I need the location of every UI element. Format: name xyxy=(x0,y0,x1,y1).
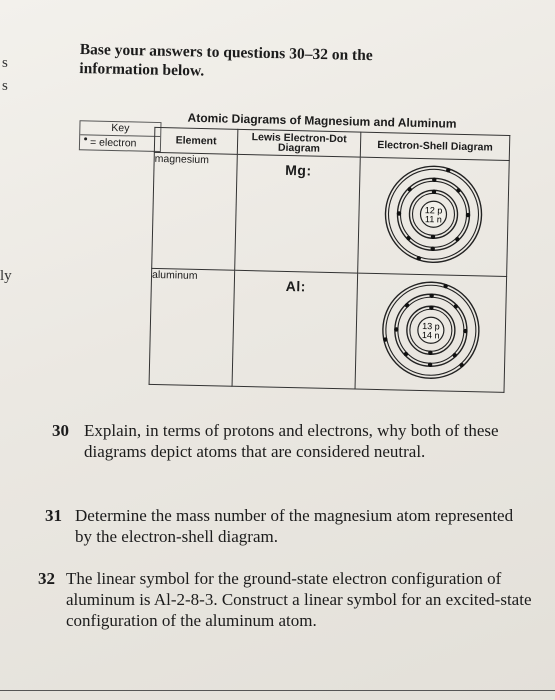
electron-dot-icon xyxy=(84,137,87,140)
nucleus-neutrons: 14 n xyxy=(421,330,440,341)
margin-mark: ly xyxy=(0,268,12,284)
question-text: Determine the mass number of the magnesium atom represented by the electron-shell diagram. xyxy=(75,506,514,546)
element-name: magnesium xyxy=(152,152,238,270)
question-number: 30 xyxy=(52,421,69,440)
question-number: 31 xyxy=(45,506,62,525)
lewis-cell xyxy=(232,270,358,389)
question-text: The linear symbol for the ground-state electron configuration of aluminum is Al-2-8-3. Construct a linear symbol for an excited-state configuration of the aluminum atom. xyxy=(66,569,532,630)
shell-cell xyxy=(358,157,510,276)
electron-dot xyxy=(452,353,456,357)
lewis-dot-diagram: Mg: xyxy=(285,161,312,179)
key-box xyxy=(79,120,162,152)
key-heading: Key xyxy=(80,121,160,137)
question-number: 32 xyxy=(38,569,55,588)
column-header: Lewis Electron-Dot Diagram xyxy=(237,129,361,157)
lewis-dot-diagram: Al: xyxy=(285,277,307,295)
electron-dot xyxy=(405,303,409,307)
electron-dot xyxy=(456,188,460,192)
electron-dot xyxy=(406,236,410,240)
question-text: Explain, in terms of protons and electrons, why both of these diagrams depict atoms that are considered neutral. xyxy=(84,421,499,461)
figure-title: Atomic Diagrams of Magnesium and Aluminum xyxy=(187,110,457,131)
margin-mark: s xyxy=(2,78,8,94)
electron-dot xyxy=(455,237,459,241)
electron-shell-diagram xyxy=(375,274,487,386)
electron-shell-diagram xyxy=(377,158,489,270)
lewis-cell xyxy=(235,154,361,273)
electron-dot xyxy=(407,187,411,191)
column-header: Electron-Shell Diagram xyxy=(360,132,510,160)
nucleus-neutrons: 11 n xyxy=(424,214,442,225)
key-label: = electron xyxy=(89,136,137,150)
electron-dot xyxy=(454,304,458,308)
bottom-rule xyxy=(0,690,555,691)
column-header: Element xyxy=(154,127,238,154)
nucleus-protons: 13 p xyxy=(422,321,440,332)
element-name: aluminum xyxy=(149,268,235,386)
atomic-diagrams-table xyxy=(149,127,511,393)
table-row xyxy=(152,152,510,276)
key-entry xyxy=(80,135,160,151)
nucleus-protons: 12 p xyxy=(424,205,443,216)
electron-dot xyxy=(459,363,463,367)
intro-text: Base your answers to questions 30–32 on the information below. xyxy=(79,40,373,80)
table-row xyxy=(149,268,507,392)
margin-mark: s xyxy=(2,55,8,71)
shell-cell xyxy=(355,273,507,392)
atomic-diagrams-figure xyxy=(63,100,520,410)
electron-dot xyxy=(404,352,408,356)
